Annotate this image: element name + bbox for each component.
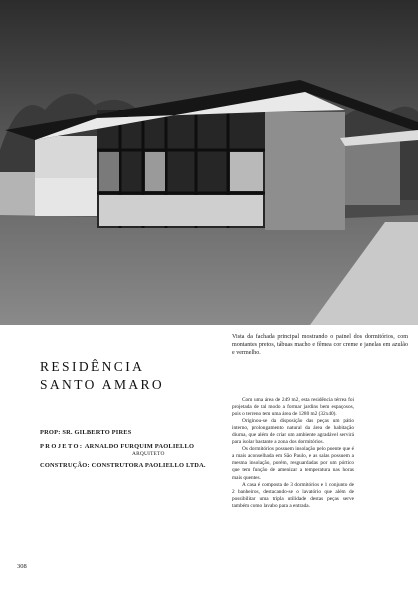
left-wall (0, 172, 38, 222)
window-pane-light (99, 152, 119, 191)
credit-projeto-role: ARQUITETO (132, 451, 165, 457)
body-paragraph: Com uma área de 249 m2, esta residência térrea foi projetada de tal modo a formar jardins bem espaçosos, pois o terreno tem uma área de 1280 m2 (32x40). (232, 397, 354, 418)
credit-construcao (40, 461, 230, 470)
body-text (232, 397, 354, 510)
credit-prop-label: PROP: (40, 429, 61, 436)
brick-wall (265, 112, 345, 230)
house-wall-lower (35, 178, 97, 216)
window-pane-light (145, 152, 165, 191)
credit-construcao-label: CONSTRUÇÃO: (40, 462, 90, 469)
lower-panels (99, 195, 263, 226)
credits-block (40, 428, 230, 470)
credit-construcao-value: CONSTRUTORA PAOLIELLO LTDA. (91, 462, 206, 469)
title-line-1: RESIDÊNCIA (40, 359, 145, 374)
credit-projeto (40, 442, 230, 451)
credit-projeto-label: PROJETO: (40, 443, 84, 450)
title-line-2: SANTO AMARO (40, 377, 165, 392)
outbuilding (345, 140, 400, 205)
credit-prop (40, 428, 230, 437)
body-paragraph: Os dormitórios possuem insolação pelo poente que é a mais aconselhada em São Paulo, e as salas possuem a mesma insolação, porém, resguardadas por um pórtico que tem função de amenizar a temperatura nas horas mais quentes. (232, 446, 354, 481)
credit-prop-value: SR. GILBERTO PIRES (62, 429, 132, 436)
body-paragraph: Originou-se da disposição das peças um pátio interno, prolongamento natural da área de habitação diurna, que além de criar um ambiente agradável servirá para isolar bastante a zona dos dormitórios. (232, 418, 354, 446)
page-number: 308 (17, 563, 27, 570)
window-pane-light (230, 152, 263, 191)
body-paragraph: A casa é composta de 3 dormitórios e 1 conjunto de 2 banheiros, destacando-se o lavatório que além de possibilitar uma tripla utilidade destas peças serve também como lavabo para a entrada. (232, 481, 354, 509)
photo-caption: Vista da fachada principal mostrando o painel dos dormitórios, com montantes pretos, tábuas macho e fêmea cor creme e janelas em azulão e vermelho. (232, 334, 408, 357)
page-title (40, 358, 164, 394)
credit-projeto-value: ARNALDO FURQUIM PAOLIELLO (84, 443, 195, 450)
